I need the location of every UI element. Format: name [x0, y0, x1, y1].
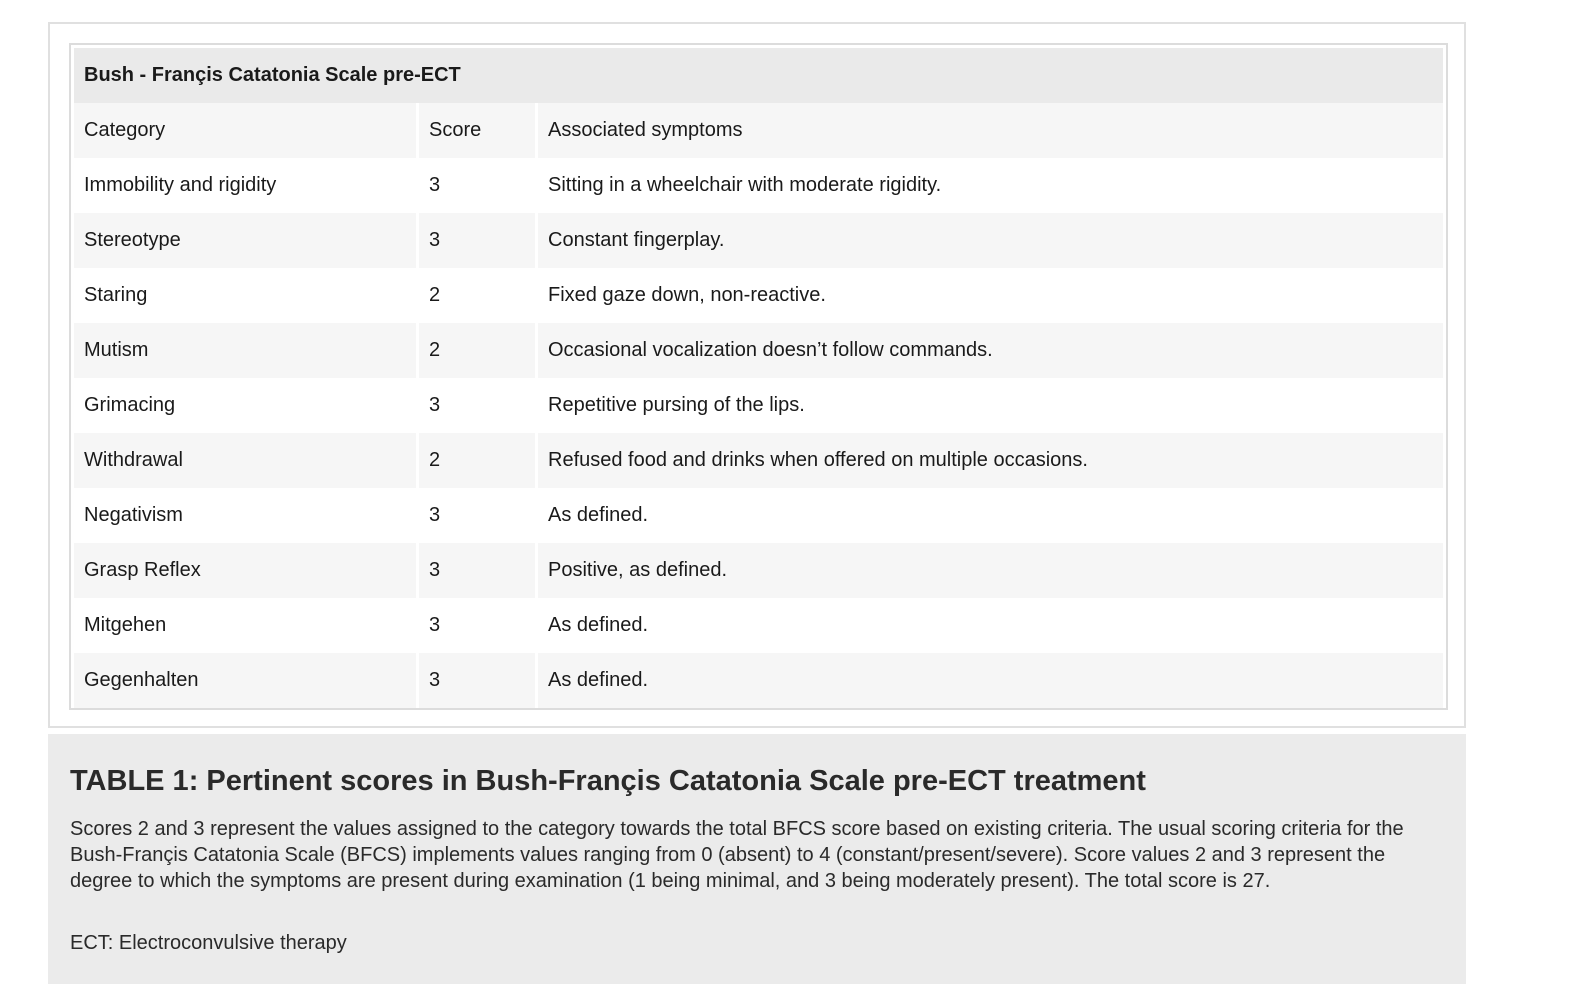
row-category: Stereotype	[74, 213, 416, 268]
row-score: 2	[419, 433, 535, 488]
row-symptoms: Fixed gaze down, non-reactive.	[538, 268, 1443, 323]
table-title: Bush - Françis Catatonia Scale pre-ECT	[74, 48, 1443, 103]
table-caption	[48, 734, 1466, 984]
row-score: 2	[419, 268, 535, 323]
bfcs-table	[71, 48, 1446, 708]
table-row	[74, 543, 1443, 598]
header-score: Score	[419, 103, 535, 158]
table-row	[74, 158, 1443, 213]
row-symptoms: Positive, as defined.	[538, 543, 1443, 598]
table-figure	[48, 22, 1466, 728]
row-symptoms: Occasional vocalization doesn’t follow commands.	[538, 323, 1443, 378]
row-category: Negativism	[74, 488, 416, 543]
row-score: 3	[419, 488, 535, 543]
table-row	[74, 433, 1443, 488]
row-symptoms: As defined.	[538, 653, 1443, 708]
row-category: Staring	[74, 268, 416, 323]
row-category: Immobility and rigidity	[74, 158, 416, 213]
table-row	[74, 598, 1443, 653]
row-category: Grasp Reflex	[74, 543, 416, 598]
table-row	[74, 323, 1443, 378]
row-symptoms: Sitting in a wheelchair with moderate rigidity.	[538, 158, 1443, 213]
row-category: Mutism	[74, 323, 416, 378]
row-score: 3	[419, 378, 535, 433]
table-row	[74, 213, 1443, 268]
row-score: 3	[419, 598, 535, 653]
row-symptoms: As defined.	[538, 488, 1443, 543]
row-category: Grimacing	[74, 378, 416, 433]
row-score: 3	[419, 653, 535, 708]
table-row	[74, 378, 1443, 433]
table-container	[69, 43, 1448, 710]
row-symptoms: Repetitive pursing of the lips.	[538, 378, 1443, 433]
row-score: 2	[419, 323, 535, 378]
row-score: 3	[419, 543, 535, 598]
row-category: Gegenhalten	[74, 653, 416, 708]
header-symptoms: Associated symptoms	[538, 103, 1443, 158]
caption-title: TABLE 1: Pertinent scores in Bush-Françis Catatonia Scale pre-ECT treatment	[70, 765, 1146, 797]
row-score: 3	[419, 158, 535, 213]
row-symptoms: Constant fingerplay.	[538, 213, 1443, 268]
table-header-row	[74, 103, 1443, 158]
caption-abbreviation: ECT: Electroconvulsive therapy	[70, 932, 347, 954]
row-symptoms: Refused food and drinks when offered on multiple occasions.	[538, 433, 1443, 488]
row-category: Mitgehen	[74, 598, 416, 653]
table-title-row	[74, 48, 1443, 103]
row-symptoms: As defined.	[538, 598, 1443, 653]
table-row	[74, 268, 1443, 323]
table-row	[74, 488, 1443, 543]
row-score: 3	[419, 213, 535, 268]
caption-body: Scores 2 and 3 represent the values assigned to the category towards the total BFCS score based on existing criteria. The usual scoring criteria for the Bush-Françis Catatonia Scale (BFCS) implements values ranging from 0 (absent) to 4 (constant/present/severe). Score values 2 and 3 represent the degree to which the symptoms are present during examination (1 being minimal, and 3 being moderately present). The total score is 27.	[70, 818, 1404, 892]
table-row	[74, 653, 1443, 708]
header-category: Category	[74, 103, 416, 158]
row-category: Withdrawal	[74, 433, 416, 488]
